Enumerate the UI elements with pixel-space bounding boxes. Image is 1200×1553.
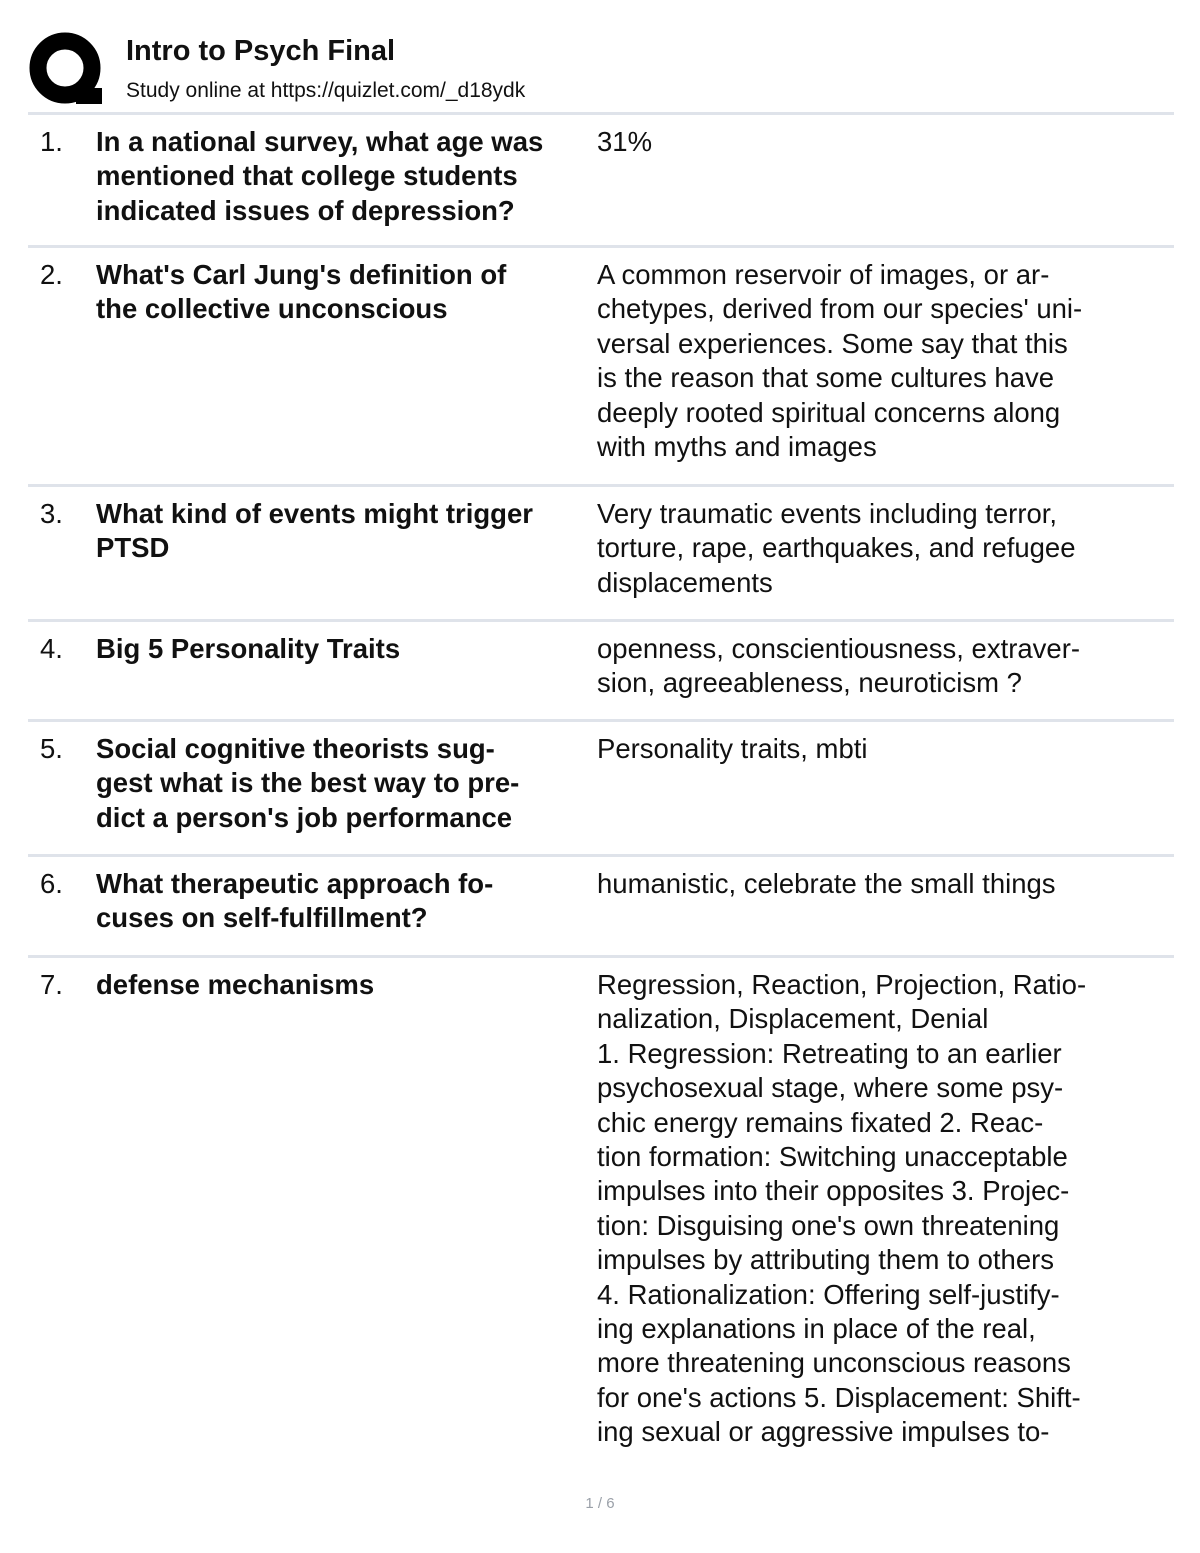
card-definition [597,497,1157,600]
definition-line: 31% [597,126,653,157]
card-number: 4. [40,633,63,664]
term-line: Social cognitive theorists sug- [96,733,495,764]
definition-line: ing sexual or aggressive impulses to- [597,1416,1050,1448]
divider [28,854,1174,857]
term-line: dict a person's job performance [96,801,513,833]
definition-line: psychosexual stage, where some psy- [597,1072,1064,1104]
term-line: PTSD [96,532,170,564]
card-term [96,867,590,936]
definition-line: Very traumatic events including terror, [597,498,1058,529]
definition-line: 1. Regression: Retreating to an earlier [597,1037,1062,1069]
term-line: defense mechanisms [96,969,375,1000]
card-number: 1. [40,126,63,157]
definition-line: tion: Disguising one's own threatening [597,1209,1060,1241]
term-line: cuses on self-fulfillment? [96,902,428,934]
definition-line: chic energy remains fixated 2. Reac- [597,1106,1044,1138]
definition-line: impulses by attributing them to others [597,1244,1055,1276]
term-line: What kind of events might trigger [96,498,533,529]
card-definition [597,732,1157,766]
definition-line: Personality traits, mbti [597,733,868,764]
document-title: Intro to Psych Final [126,35,396,67]
card-definition [597,867,1157,901]
quizlet-logo-icon [28,30,108,110]
term-line: indicated issues of depression? [96,194,515,226]
card-definition [597,968,1157,1450]
study-online-link[interactable]: Study online at https://quizlet.com/_d18ydk [126,79,526,102]
definition-line: A common reservoir of images, or ar- [597,259,1050,290]
definition-line: versal experiences. Some say that this [597,327,1068,359]
definition-line: with myths and images [597,431,877,463]
definition-line: impulses into their opposites 3. Projec- [597,1175,1070,1207]
card-term [96,632,590,666]
term-line: What therapeutic approach fo- [96,868,494,899]
card-term [96,497,590,566]
term-line: In a national survey, what age was [96,126,544,157]
definition-line: displacements [597,566,773,598]
divider [28,245,1174,248]
definition-line: chetypes, derived from our species' uni- [597,293,1083,325]
term-line: gest what is the best way to pre- [96,767,520,799]
card-term [96,258,590,327]
definition-line: for one's actions 5. Displacement: Shift- [597,1381,1081,1413]
divider [28,484,1174,487]
card-number: 3. [40,498,63,529]
card-definition [597,632,1157,701]
divider [28,112,1174,115]
card-term [96,732,590,835]
definition-line: sion, agreeableness, neuroticism ? [597,667,1022,699]
card-number: 7. [40,969,63,1000]
document-header [28,28,1174,112]
definition-line: humanistic, celebrate the small things [597,868,1056,899]
term-line: Big 5 Personality Traits [96,633,401,664]
definition-line: openness, conscientiousness, extraver- [597,633,1081,664]
divider [28,619,1174,622]
term-line: mentioned that college students [96,160,518,192]
definition-line: deeply rooted spiritual concerns along [597,396,1061,428]
definition-line: torture, rape, earthquakes, and refugee [597,532,1076,564]
definition-line: ing explanations in place of the real, [597,1313,1036,1345]
definition-line: tion formation: Switching unacceptable [597,1141,1068,1173]
card-term [96,968,590,1002]
card-definition [597,125,1157,159]
divider [28,955,1174,958]
definition-line: Regression, Reaction, Projection, Ratio- [597,969,1087,1000]
definition-line: more threatening unconscious reasons [597,1347,1071,1379]
divider [28,719,1174,722]
term-line: What's Carl Jung's definition of [96,259,507,290]
page-indicator: 1 / 6 [585,1495,615,1512]
definition-line: is the reason that some cultures have [597,362,1055,394]
definition-line: nalization, Displacement, Denial [597,1003,989,1035]
card-term [96,125,590,228]
card-number: 5. [40,733,63,764]
card-number: 6. [40,868,63,899]
definition-line: 4. Rationalization: Offering self-justify- [597,1278,1060,1310]
card-number: 2. [40,259,63,290]
card-definition [597,258,1157,464]
term-line: the collective unconscious [96,293,448,325]
